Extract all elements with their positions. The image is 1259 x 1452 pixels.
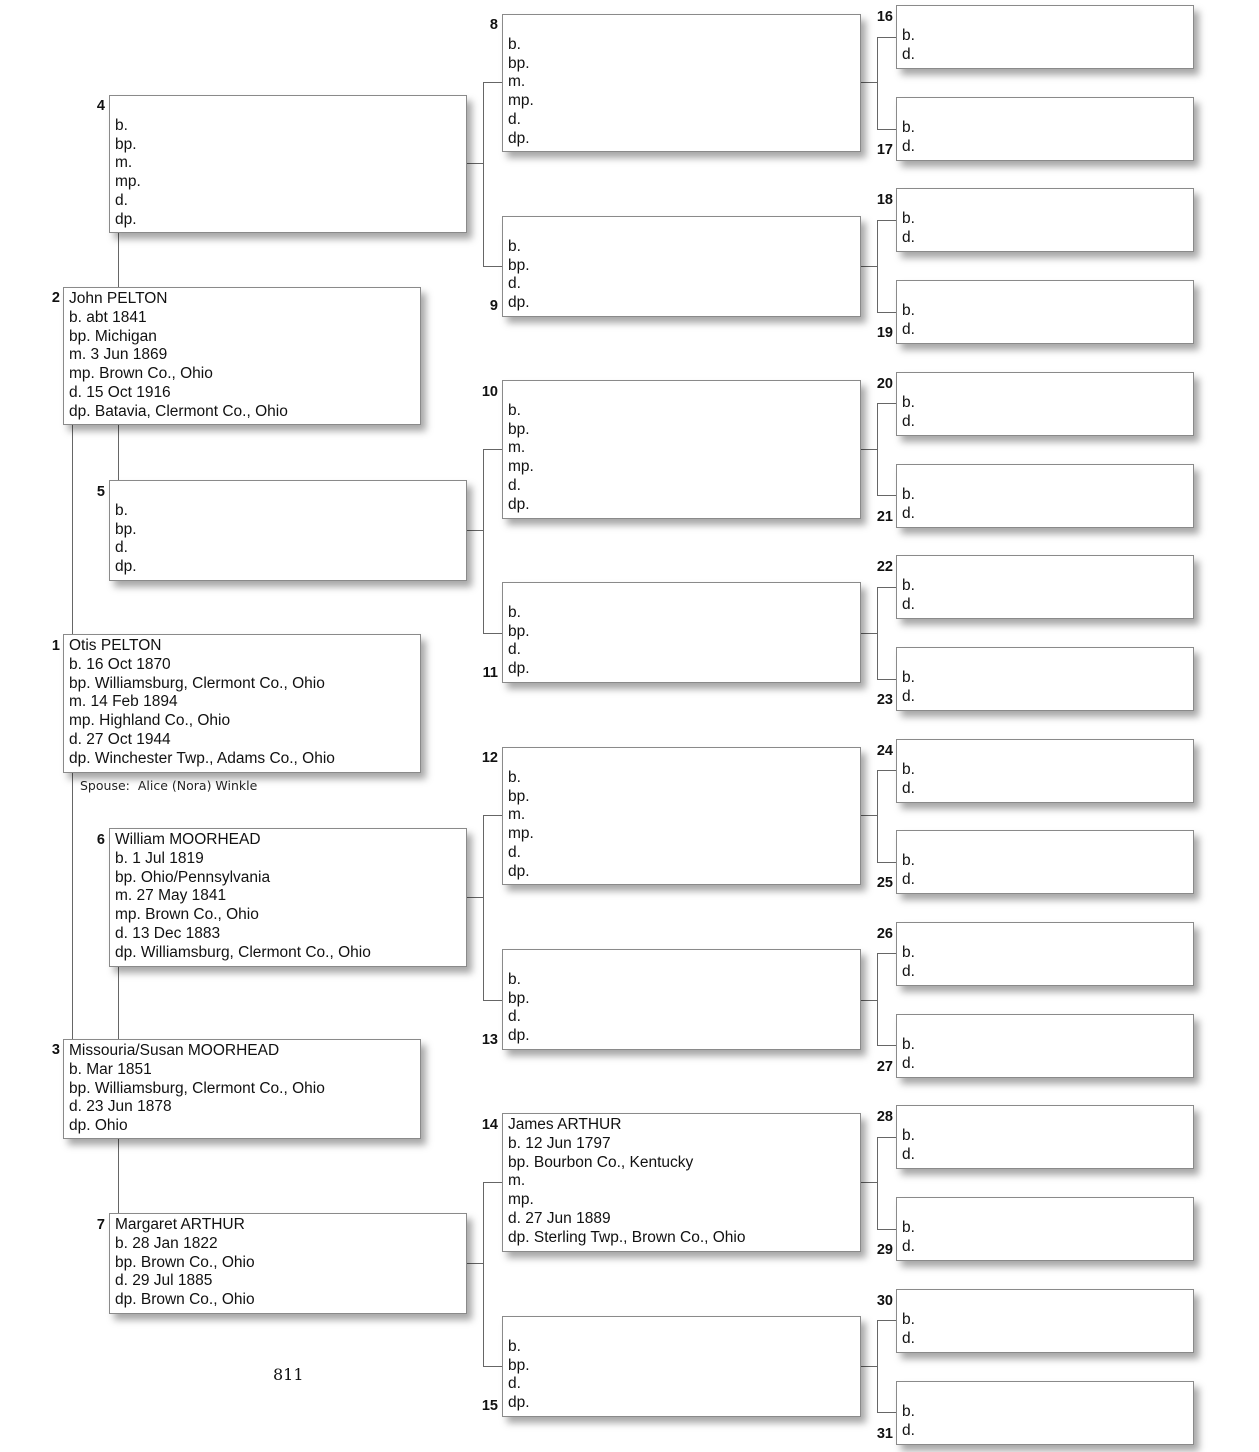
death-date: d. [902, 137, 915, 155]
birth-date: b. [902, 393, 915, 411]
connector-line [860, 266, 877, 267]
person-number: 15 [481, 1398, 498, 1414]
death-date: d. [902, 870, 915, 888]
person-number: 8 [489, 17, 498, 33]
person-name [508, 17, 855, 36]
person-name [902, 742, 1188, 761]
birth-date: b. [508, 401, 521, 419]
person-box-14[interactable] [502, 1113, 861, 1252]
person-box-22[interactable] [896, 555, 1194, 619]
marriage-place: mp. [115, 173, 141, 191]
connector-line [877, 953, 878, 1045]
connector-line [860, 633, 877, 634]
birth-date: b. [902, 760, 915, 778]
person-number: 4 [96, 98, 105, 114]
death-place: dp. [508, 129, 530, 147]
connector-line [860, 82, 877, 83]
birth-place: bp. Brown Co., Ohio [115, 1253, 255, 1271]
connector-line [72, 424, 73, 634]
connector-line [483, 82, 502, 83]
birth-place: bp. Williamsburg, Clermont Co., Ohio [69, 674, 325, 692]
connector-line [877, 953, 896, 954]
person-box-1[interactable] [63, 634, 421, 773]
person-box-9[interactable] [502, 216, 861, 317]
person-name [508, 383, 855, 402]
person-number: 7 [96, 1217, 105, 1233]
birth-place: bp. [115, 520, 137, 538]
page-number: 811 [273, 1365, 304, 1384]
person-number: 18 [876, 192, 893, 208]
person-name: Missouria/Susan MOORHEAD [69, 1042, 280, 1059]
person-number: 31 [876, 1426, 893, 1442]
connector-line [483, 449, 502, 450]
death-date: d. [902, 1237, 915, 1255]
birth-date: b. Mar 1851 [69, 1060, 152, 1078]
death-place: dp. Batavia, Clermont Co., Ohio [69, 402, 288, 420]
death-date: d. 27 Jun 1889 [508, 1209, 611, 1227]
connector-line [877, 37, 896, 38]
connector-line [483, 1366, 502, 1367]
person-number: 30 [876, 1293, 893, 1309]
spouse-line [80, 778, 257, 793]
person-box-20[interactable] [896, 372, 1194, 436]
death-place: dp. Brown Co., Ohio [115, 1291, 255, 1309]
birth-date: b. [902, 851, 915, 869]
person-name [902, 650, 1188, 669]
death-date: d. [115, 539, 128, 557]
birth-date: b. [508, 970, 521, 988]
person-name [902, 558, 1188, 577]
death-date: d. [902, 779, 915, 797]
death-date: d. [902, 228, 915, 246]
death-date: d. [902, 504, 915, 522]
marriage-place: mp. [508, 458, 534, 476]
marriage-date: m. [508, 1172, 526, 1190]
death-date: d. 29 Jul 1885 [115, 1272, 213, 1290]
person-box-17[interactable] [896, 97, 1194, 161]
person-number: 14 [481, 1117, 498, 1133]
person-number: 22 [876, 559, 893, 575]
connector-line [877, 37, 878, 129]
person-name: William MOORHEAD [115, 831, 261, 848]
person-name [902, 925, 1188, 944]
death-place: dp. Ohio [69, 1117, 128, 1135]
person-box-4[interactable] [109, 95, 467, 233]
death-date: d. [508, 476, 521, 494]
connector-line [877, 1320, 896, 1321]
person-name [902, 1292, 1188, 1311]
death-date: d. [902, 1145, 915, 1163]
connector-line [860, 1182, 877, 1183]
person-number: 3 [51, 1042, 60, 1058]
person-number: 29 [876, 1242, 893, 1258]
marriage-place: mp. Brown Co., Ohio [69, 365, 213, 383]
person-number: 16 [876, 9, 893, 25]
death-date: d. [902, 412, 915, 430]
death-date: d. 15 Oct 1916 [69, 383, 171, 401]
birth-date: b. 28 Jan 1822 [115, 1234, 218, 1252]
death-date: d. [902, 320, 915, 338]
birth-date: b. [902, 485, 915, 503]
death-place: dp. Williamsburg, Clermont Co., Ohio [115, 943, 371, 961]
birth-date: b. [508, 237, 521, 255]
person-box-18[interactable] [896, 188, 1194, 252]
birth-place: bp. Bourbon Co., Kentucky [508, 1153, 694, 1171]
death-date: d. [902, 1421, 915, 1439]
person-number: 28 [876, 1109, 893, 1125]
person-name [902, 8, 1188, 27]
death-place: dp. Winchester Twp., Adams Co., Ohio [69, 749, 335, 767]
person-name [902, 283, 1188, 302]
birth-date: b. [508, 603, 521, 621]
person-name [902, 833, 1188, 852]
person-number: 6 [96, 832, 105, 848]
spouse-label: Spouse: [80, 778, 130, 793]
birth-place: bp. Ohio/Pennsylvania [115, 868, 271, 886]
person-box-2[interactable] [63, 287, 421, 425]
spouse-name: Alice (Nora) Winkle [137, 778, 258, 793]
person-box-5[interactable] [109, 480, 467, 581]
person-number: 13 [481, 1032, 498, 1048]
person-name [508, 585, 855, 604]
person-number: 25 [876, 875, 893, 891]
person-name [902, 1200, 1188, 1219]
connector-line [877, 1045, 896, 1046]
marriage-date: m. [508, 73, 526, 91]
death-place: dp. [508, 660, 530, 678]
marriage-place: mp. [508, 825, 534, 843]
connector-line [466, 1263, 483, 1264]
person-name: John PELTON [69, 290, 168, 307]
death-date: d. [508, 641, 521, 659]
birth-date: b. [902, 26, 915, 44]
connector-line [877, 1412, 896, 1413]
connector-line [877, 1229, 896, 1230]
person-box-10[interactable] [502, 380, 861, 519]
connector-line [118, 232, 119, 287]
connector-line [877, 862, 896, 863]
person-name: James ARTHUR [508, 1116, 622, 1133]
person-number: 11 [482, 665, 498, 681]
death-date: d. 23 Jun 1878 [69, 1098, 172, 1116]
person-number: 19 [876, 325, 893, 341]
death-place: dp. [508, 862, 530, 880]
marriage-date: m. 14 Feb 1894 [69, 693, 178, 711]
person-number: 23 [876, 692, 893, 708]
death-date: d. [508, 110, 521, 128]
connector-line [877, 679, 896, 680]
death-place: dp. Sterling Twp., Brown Co., Ohio [508, 1228, 746, 1246]
connector-line [118, 424, 119, 480]
death-place: dp. [508, 495, 530, 513]
birth-place: bp. Williamsburg, Clermont Co., Ohio [69, 1079, 325, 1097]
birth-date: b. 1 Jul 1819 [115, 849, 204, 867]
connector-line [877, 1137, 896, 1138]
connector-line [483, 449, 484, 633]
person-name: Otis PELTON [69, 637, 162, 654]
birth-place: bp. [508, 420, 530, 438]
person-number: 26 [876, 926, 893, 942]
birth-date: b. [902, 118, 915, 136]
person-number: 9 [489, 298, 498, 314]
connector-line [483, 82, 484, 266]
marriage-place: mp. Brown Co., Ohio [115, 906, 259, 924]
connector-line [877, 403, 878, 495]
person-number: 20 [876, 376, 893, 392]
person-box-16[interactable] [896, 5, 1194, 69]
person-box-31[interactable] [896, 1381, 1194, 1445]
death-date: d. [902, 1329, 915, 1347]
marriage-date: m. [508, 806, 526, 824]
birth-date: b. [115, 501, 128, 519]
person-box-27[interactable] [896, 1014, 1194, 1078]
person-box-29[interactable] [896, 1197, 1194, 1261]
marriage-date: m. [115, 154, 133, 172]
person-box-30[interactable] [896, 1289, 1194, 1353]
person-name [902, 467, 1188, 486]
marriage-place: mp. Highland Co., Ohio [69, 712, 231, 730]
connector-line [877, 587, 878, 679]
person-name: Margaret ARTHUR [115, 1216, 245, 1233]
death-date: d. [508, 843, 521, 861]
death-date: d. 13 Dec 1883 [115, 924, 221, 942]
birth-date: b. [902, 1310, 915, 1328]
connector-line [877, 403, 896, 404]
connector-line [483, 1182, 502, 1183]
person-name [902, 1384, 1188, 1403]
person-number: 27 [876, 1059, 893, 1075]
birth-date: b. [902, 576, 915, 594]
person-box-3[interactable] [63, 1039, 421, 1139]
connector-line [877, 220, 896, 221]
birth-place: bp. Michigan [69, 327, 157, 345]
marriage-date: m. 3 Jun 1869 [69, 346, 168, 364]
person-number: 5 [96, 484, 105, 500]
connector-line [877, 129, 896, 130]
marriage-place: mp. [508, 1191, 534, 1209]
connector-line [118, 966, 119, 1039]
death-date: d. [902, 1054, 915, 1072]
person-box-28[interactable] [896, 1105, 1194, 1169]
connector-line [877, 1137, 878, 1229]
death-date: d. [508, 1008, 521, 1026]
death-date: d. [902, 45, 915, 63]
person-name [508, 952, 855, 971]
person-number: 10 [481, 384, 498, 400]
birth-place: bp. [508, 54, 530, 72]
connector-line [877, 1320, 878, 1412]
person-number: 2 [51, 290, 60, 306]
birth-place: bp. [508, 1356, 530, 1374]
person-box-7[interactable] [109, 1213, 467, 1314]
person-number: 24 [876, 743, 893, 759]
person-name [508, 219, 855, 238]
connector-line [72, 772, 73, 1039]
marriage-date: m. 27 May 1841 [115, 887, 227, 905]
death-place: dp. [508, 1027, 530, 1045]
person-box-24[interactable] [896, 739, 1194, 803]
person-number: 1 [51, 638, 60, 654]
death-place: dp. [508, 1394, 530, 1412]
birth-date: b. [902, 668, 915, 686]
marriage-place: mp. [508, 92, 534, 110]
person-number: 21 [876, 509, 893, 525]
connector-line [860, 449, 877, 450]
birth-date: b. [902, 1218, 915, 1236]
person-box-6[interactable] [109, 828, 467, 967]
death-date: d. [902, 962, 915, 980]
person-box-13[interactable] [502, 949, 861, 1050]
person-name [508, 750, 855, 769]
person-box-8[interactable] [502, 14, 861, 152]
death-date: d. [508, 275, 521, 293]
person-name [902, 375, 1188, 394]
death-date: d. [115, 191, 128, 209]
birth-date: b. [902, 301, 915, 319]
person-box-11[interactable] [502, 582, 861, 683]
birth-date: b. [902, 209, 915, 227]
connector-line [483, 633, 502, 634]
birth-date: b. [508, 768, 521, 786]
person-box-12[interactable] [502, 747, 861, 885]
person-name [902, 100, 1188, 119]
birth-date: b. [902, 943, 915, 961]
connector-line [877, 770, 878, 862]
birth-date: b. abt 1841 [69, 308, 147, 326]
connector-line [860, 1366, 877, 1367]
birth-date: b. [115, 116, 128, 134]
birth-place: bp. [508, 622, 530, 640]
birth-date: b. [508, 1337, 521, 1355]
person-name [115, 98, 461, 117]
person-box-26[interactable] [896, 922, 1194, 986]
person-name [902, 1017, 1188, 1036]
birth-date: b. [508, 35, 521, 53]
death-date: d. 27 Oct 1944 [69, 730, 171, 748]
connector-line [483, 1000, 502, 1001]
birth-place: bp. [115, 135, 137, 153]
death-place: dp. [115, 558, 137, 576]
person-box-23[interactable] [896, 647, 1194, 711]
connector-line [877, 312, 896, 313]
birth-place: bp. [508, 787, 530, 805]
birth-place: bp. [508, 989, 530, 1007]
connector-line [877, 770, 896, 771]
person-name [902, 1108, 1188, 1127]
person-box-15[interactable] [502, 1316, 861, 1417]
birth-date: b. 12 Jun 1797 [508, 1134, 611, 1152]
person-box-21[interactable] [896, 464, 1194, 528]
connector-line [483, 815, 484, 1000]
person-name [508, 1319, 855, 1338]
person-box-19[interactable] [896, 280, 1194, 344]
connector-line [483, 1182, 484, 1366]
birth-date: b. [902, 1126, 915, 1144]
connector-line [466, 897, 483, 898]
birth-date: b. [902, 1402, 915, 1420]
person-number: 12 [481, 750, 498, 766]
connector-line [466, 163, 483, 164]
birth-date: b. [902, 1035, 915, 1053]
person-box-25[interactable] [896, 830, 1194, 894]
connector-line [483, 266, 502, 267]
death-date: d. [508, 1375, 521, 1393]
connector-line [466, 530, 483, 531]
death-place: dp. [115, 210, 137, 228]
connector-line [877, 587, 896, 588]
person-number: 17 [876, 142, 893, 158]
connector-line [483, 815, 502, 816]
birth-place: bp. [508, 256, 530, 274]
death-date: d. [902, 595, 915, 613]
connector-line [860, 815, 877, 816]
person-name [902, 191, 1188, 210]
death-date: d. [902, 687, 915, 705]
person-name [115, 483, 461, 502]
death-place: dp. [508, 294, 530, 312]
connector-line [877, 220, 878, 312]
birth-date: b. 16 Oct 1870 [69, 655, 171, 673]
connector-line [860, 1000, 877, 1001]
connector-line [118, 1138, 119, 1213]
connector-line [877, 495, 896, 496]
marriage-date: m. [508, 439, 526, 457]
